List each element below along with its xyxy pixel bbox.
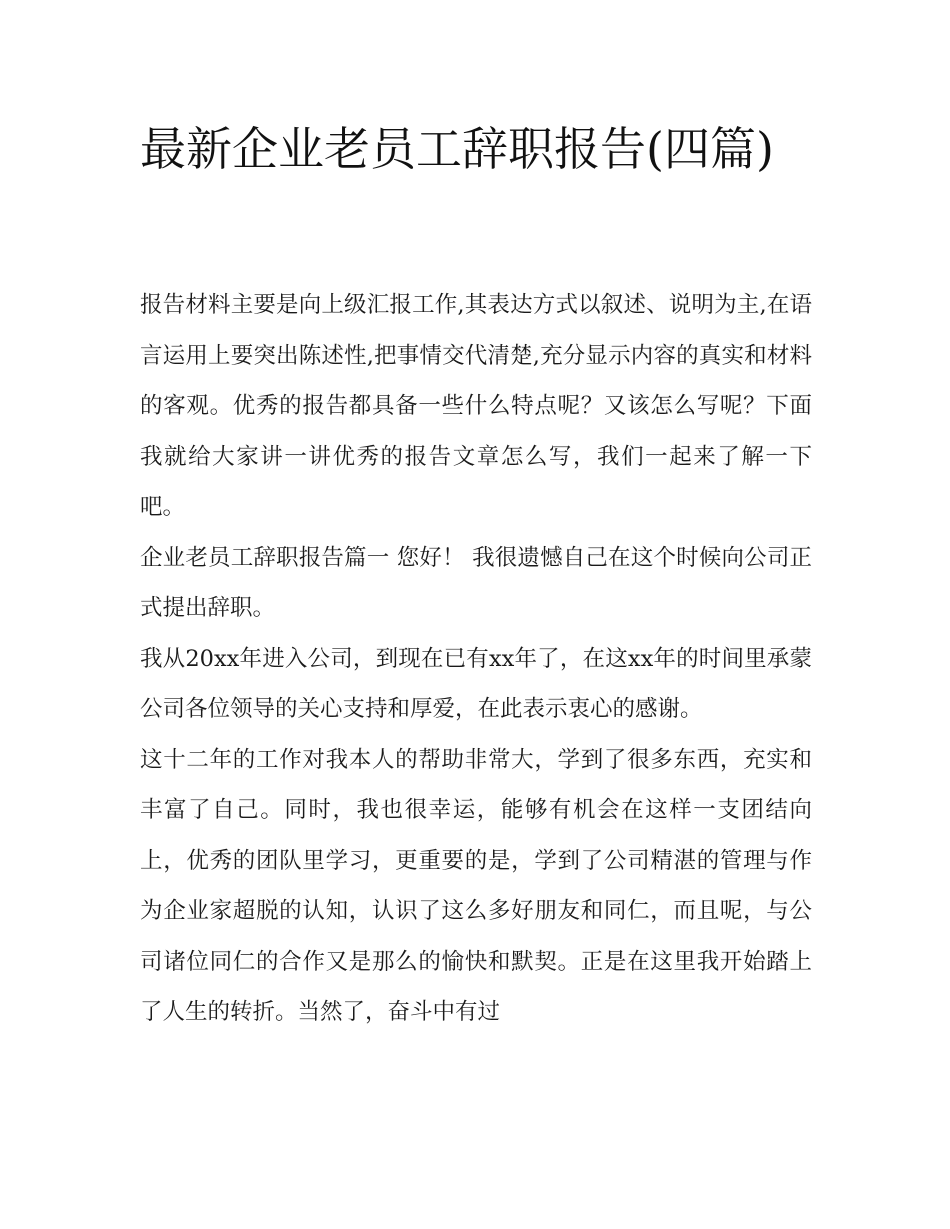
paragraph-tenure: 我从20xx年进入公司，到现在已有xx年了，在这xx年的时间里承蒙公司各位领导的关心支持和厚爱，在此表示衷心的感谢。 [140,645,812,722]
page-title: 最新企业老员工辞职报告(四篇) [140,122,774,176]
paragraph-reflection: 这十二年的工作对我本人的帮助非常大，学到了很多东西，充实和丰富了自己。同时，我也很幸运，能够有机会在这样一支团结向上，优秀的团队里学习，更重要的是，学到了公司精湛的管理与作为企业家超脱的认知，认识了这么多好朋友和同仁，而且呢，与公司诸位同仁的合作又是那么的愉快和默契。正是在这里我开始踏上了人生的转折。当然了，奋斗中有过 [140,746,812,1025]
paragraph-intro: 报告材料主要是向上级汇报工作,其表达方式以叙述、说明为主,在语言运用上要突出陈述性,把事情交代清楚,充分显示内容的真实和材料的客观。优秀的报告都具备一些什么特点呢？又该怎么写呢？下面我就给大家讲一讲优秀的报告文章怎么写，我们一起来了解一下吧。 [140,292,812,520]
document-body [140,280,812,1038]
paragraph-opening: 企业老员工辞职报告篇一 您好！ 我很遗憾自己在这个时候向公司正式提出辞职。 [140,544,812,621]
